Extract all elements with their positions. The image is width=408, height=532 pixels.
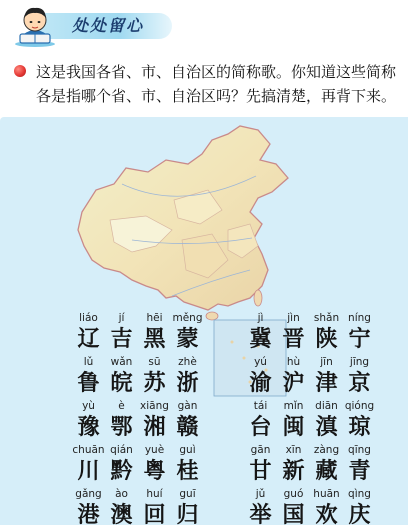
- pinyin-label: yù: [82, 400, 95, 412]
- verse-char: [72, 356, 105, 400]
- pinyin-label: huān: [313, 488, 340, 500]
- hanzi-char: 渝: [249, 370, 272, 396]
- hanzi-char: 新: [282, 458, 305, 484]
- hanzi-char: 蒙: [176, 326, 199, 352]
- verse-char: [277, 444, 310, 488]
- pinyin-label: wǎn: [110, 356, 133, 368]
- verse-line: [72, 356, 204, 400]
- verse-char: [277, 488, 310, 532]
- hanzi-char: 举: [249, 502, 272, 528]
- reading-kid-icon: [12, 4, 58, 48]
- hanzi-char: 苏: [143, 370, 166, 396]
- pinyin-label: gǎng: [75, 488, 102, 500]
- verse-char: [277, 400, 310, 444]
- pinyin-label: yú: [254, 356, 267, 368]
- hanzi-char: 欢: [315, 502, 338, 528]
- verse-char: [105, 312, 138, 356]
- verse-char: [138, 356, 171, 400]
- hanzi-char: 国: [282, 502, 305, 528]
- verse-line: [244, 488, 376, 532]
- hanzi-char: 鄂: [110, 414, 133, 440]
- verse-line: [244, 356, 376, 400]
- section-header: [0, 0, 408, 50]
- pinyin-label: sū: [148, 356, 161, 368]
- verse-line: [72, 312, 204, 356]
- hanzi-char: 青: [348, 458, 371, 484]
- pinyin-label: guì: [179, 444, 196, 456]
- pinyin-label: qióng: [344, 400, 375, 412]
- pinyin-label: hēi: [146, 312, 163, 324]
- verse-line: [244, 400, 376, 444]
- verse-char: [310, 444, 343, 488]
- verse-char: [138, 444, 171, 488]
- verse-char: [244, 444, 277, 488]
- pinyin-label: shǎn: [313, 312, 340, 324]
- hanzi-char: 粤: [143, 458, 166, 484]
- pinyin-label: qīng: [348, 444, 371, 456]
- verse-group-right: [244, 312, 376, 532]
- pinyin-label: jì: [257, 312, 264, 324]
- verse-char: [310, 356, 343, 400]
- hanzi-char: 甘: [249, 458, 272, 484]
- hanzi-char: 豫: [77, 414, 100, 440]
- pinyin-label: xīn: [285, 444, 302, 456]
- verse-char: [244, 400, 277, 444]
- hanzi-char: 滇: [315, 414, 338, 440]
- verse-char: [343, 312, 376, 356]
- pinyin-label: liáo: [79, 312, 98, 324]
- hanzi-char: 宁: [348, 326, 371, 352]
- verse-char: [105, 488, 138, 532]
- pinyin-label: yuè: [144, 444, 165, 456]
- verse-char: [105, 356, 138, 400]
- pinyin-label: jīng: [349, 356, 370, 368]
- pinyin-label: jìn: [287, 312, 300, 324]
- verse-char: [138, 488, 171, 532]
- verse-char: [310, 400, 343, 444]
- verse-char: [171, 312, 204, 356]
- pinyin-label: mǐn: [283, 400, 304, 412]
- hanzi-char: 湘: [143, 414, 166, 440]
- pinyin-label: diān: [315, 400, 338, 412]
- pinyin-label: jí: [118, 312, 125, 324]
- verse-line: [244, 444, 376, 488]
- verse-line: [72, 488, 204, 532]
- hanzi-char: 鲁: [77, 370, 100, 396]
- hanzi-char: 川: [77, 458, 100, 484]
- hanzi-char: 津: [315, 370, 338, 396]
- verse-char: [277, 312, 310, 356]
- hanzi-char: 归: [176, 502, 199, 528]
- pinyin-label: zhè: [178, 356, 197, 368]
- pinyin-label: jǔ: [255, 488, 266, 500]
- pinyin-label: jīn: [320, 356, 333, 368]
- hanzi-char: 台: [249, 414, 272, 440]
- pinyin-label: qìng: [348, 488, 371, 500]
- pinyin-label: guó: [283, 488, 304, 500]
- pinyin-label: ào: [115, 488, 128, 500]
- pinyin-label: měng: [172, 312, 203, 324]
- verse-char: [138, 312, 171, 356]
- hanzi-char: 藏: [315, 458, 338, 484]
- hanzi-char: 浙: [176, 370, 199, 396]
- hanzi-char: 吉: [110, 326, 133, 352]
- hanzi-char: 辽: [77, 326, 100, 352]
- hanzi-char: 庆: [348, 502, 371, 528]
- pinyin-label: níng: [348, 312, 371, 324]
- verse-char: [343, 444, 376, 488]
- hanzi-char: 京: [348, 370, 371, 396]
- verse-char: [244, 356, 277, 400]
- verse-char: [138, 400, 171, 444]
- verse-char: [105, 400, 138, 444]
- verse-line: [72, 400, 204, 444]
- verse-char: [171, 488, 204, 532]
- verse-char: [72, 400, 105, 444]
- hanzi-char: 澳: [110, 502, 133, 528]
- hanzi-char: 回: [143, 502, 166, 528]
- pinyin-label: tái: [253, 400, 268, 412]
- intro-text: 这是我国各省、市、自治区的简称歌。你知道这些简称各是指哪个省、市、自治区吗？先搞清楚，再背下来。: [36, 63, 397, 105]
- verse-char: [310, 312, 343, 356]
- pinyin-label: chuān: [72, 444, 105, 456]
- verse-char: [171, 444, 204, 488]
- pinyin-label: huí: [146, 488, 163, 500]
- hanzi-char: 晋: [282, 326, 305, 352]
- verse-char: [105, 444, 138, 488]
- pinyin-label: è: [118, 400, 125, 412]
- hanzi-char: 琼: [348, 414, 371, 440]
- pinyin-label: lǔ: [83, 356, 94, 368]
- hanzi-char: 闽: [282, 414, 305, 440]
- verse-char: [343, 488, 376, 532]
- hanzi-char: 港: [77, 502, 100, 528]
- verse-line: [72, 444, 204, 488]
- verse-char: [72, 444, 105, 488]
- pinyin-label: xiāng: [140, 400, 169, 412]
- verse-char: [310, 488, 343, 532]
- header-title: 处处留心: [72, 16, 145, 35]
- pinyin-label: gàn: [177, 400, 198, 412]
- hanzi-char: 沪: [282, 370, 305, 396]
- hanzi-char: 桂: [176, 458, 199, 484]
- intro-paragraph: [14, 60, 402, 108]
- verse-group-left: [72, 312, 204, 532]
- pinyin-label: gān: [250, 444, 271, 456]
- hanzi-char: 赣: [176, 414, 199, 440]
- verse-line: [244, 312, 376, 356]
- verse-char: [244, 312, 277, 356]
- pinyin-label: zàng: [313, 444, 340, 456]
- verse-char: [171, 356, 204, 400]
- verse-char: [244, 488, 277, 532]
- verse-char: [343, 356, 376, 400]
- hanzi-char: 陕: [315, 326, 338, 352]
- hanzi-char: 黔: [110, 458, 133, 484]
- red-bullet-icon: [14, 65, 26, 77]
- pinyin-label: hù: [286, 356, 301, 368]
- hanzi-char: 黑: [143, 326, 166, 352]
- hanzi-char: 冀: [249, 326, 272, 352]
- hanzi-char: 皖: [110, 370, 133, 396]
- pinyin-label: guī: [179, 488, 196, 500]
- pinyin-label: qián: [110, 444, 133, 456]
- verse-char: [277, 356, 310, 400]
- verse-char: [72, 488, 105, 532]
- verse-char: [343, 400, 376, 444]
- verse-char: [72, 312, 105, 356]
- verse-char: [171, 400, 204, 444]
